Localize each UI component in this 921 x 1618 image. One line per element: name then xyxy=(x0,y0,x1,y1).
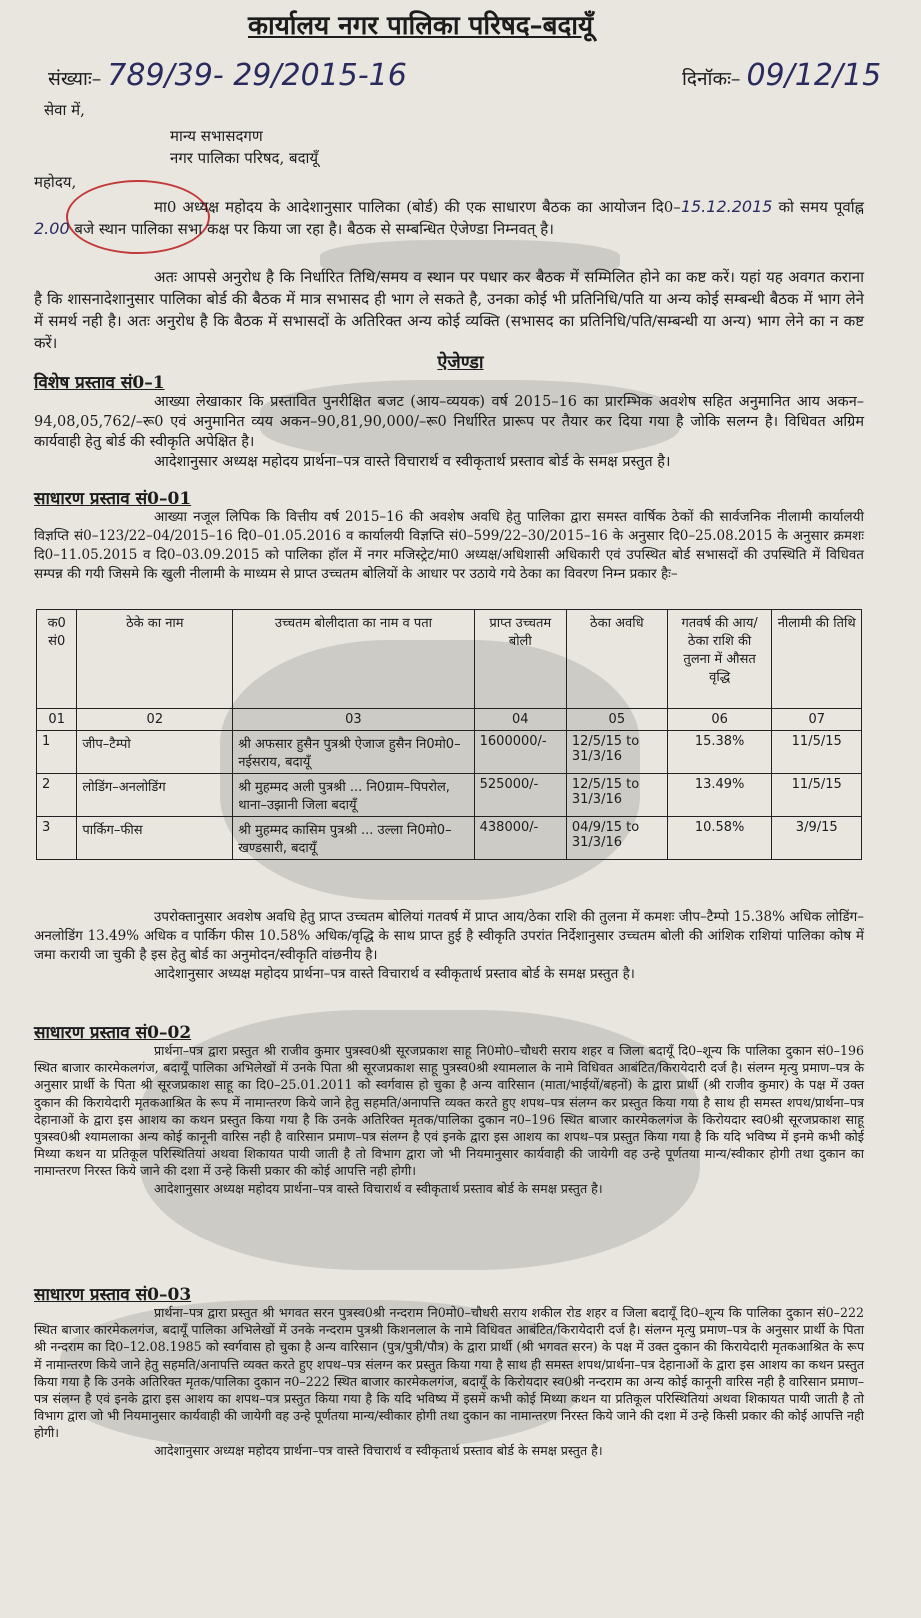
general-proposal-1-conclusion: उपरोक्तानुसार अवशेष अवधि हेतु प्राप्त उच्चतम बोलियां गतवर्ष में प्राप्त आय/ठेका राशि की तुलना में कमशः जीप–टैम्पो 15.38% अधिक लोडिंग–अनलोडिंग 13.49% अधिक व पार्किग फीस 10.58% अधिक/वृद्धि के साथ प्राप्त हुई है स्वीकृति उपरांत निर्देशानुसार उच्चतम बोली की आंशिक राशियां पालिका कोष में जमा करायी जा चुकी है इस हेतु बोर्ड का अनुमोदन/स्वीकृति वांछनीय है। आदेशानुसार अध्यक्ष महोदय प्रार्थना–पत्र वास्ते विचारार्थ व स्वीकृतार्थ प्रस्ताव बोर्ड के समक्ष प्रस्तुत है। xyxy=(34,909,864,982)
intro-paragraph-2: अतः आपसे अनुरोध है कि निर्धारित तिथि/समय व स्थान पर पधार कर बैठक में सम्मिलित होने का कष्ट करें। यहां यह अवगत कराना है कि शासनादेशानुसार पालिका बोर्ड की बैठक में मात्र सभासद ही भाग ले सकते है, उनका कोई भी प्रतिनिधि/पति या अन्य कोई सम्बन्धी बैठक में भाग लेने में समर्थ नही है। अतः अनुरोध है कि बैठक में सभासदों के अतिरिक्त अन्य कोई व्यक्ति (सभासद का प्रतिनिधि/पति/सम्बन्धी या अन्य) भाग लेने का न कष्ट करें। xyxy=(34,268,864,352)
col-header-auction-date: नीलामी की तिथि xyxy=(772,610,862,709)
special-proposal-1-heading: विशेष प्रस्ताव सं0–1 xyxy=(34,373,165,393)
col-header-bid: प्राप्त उच्चतम बोली xyxy=(474,610,566,709)
letter-date xyxy=(682,58,881,93)
col-header-period: ठेका अवधि xyxy=(566,610,667,709)
table-header-row xyxy=(37,610,862,709)
reference-number xyxy=(48,58,407,93)
col-header-bidder: उच्चतम बोलीदाता का नाम व पता xyxy=(233,610,474,709)
ref-label: संख्याः– xyxy=(48,68,102,90)
col-header-contract: ठेके का नाम xyxy=(77,610,233,709)
special-proposal-1-text: आख्या लेखाकार कि प्रस्तावित पुनरीक्षित बजट (आय–व्ययक) वर्ष 2015–16 का प्रारम्भिक अवशेष सहित अनुमानित आय अकन–94,08,05,762/–रू0 एवं अनुमानित व्यय अकन–90,81,90,000/–रू0 निर्धारित प्रारूप पर तैयार कर दिया गया है जोकि सलग्न है। विधिवत अग्रिम कार्यवाही हेतु बोर्ड की स्वीकृति अपेक्षित है। आदेशानुसार अध्यक्ष महोदय प्रार्थना–पत्र वास्ते विचारार्थ व स्वीकृतार्थ प्रस्ताव बोर्ड के समक्ष प्रस्तुत है। xyxy=(34,394,864,470)
addressee-line1: मान्य सभासदगण xyxy=(170,127,263,145)
general-proposal-3-text: प्रार्थना–पत्र द्वारा प्रस्तुत श्री भगवत सरन पुत्रस्व0श्री नन्दराम नि0मो0–चौधरी सराय शकील रोड शहर व जिला बदायूँ दि0–शून्य कि पालिका दुकान सं0–222 स्थित बाजार कारमेकलगंज, बदायूँ पालिका अभिलेखों में उनके नन्दराम पुत्रश्री किशनलाल के नामे विधिवत आबंटित/किरायेदारी दर्ज है। संलग्न मृत्यु प्रमाण–पत्र के अनुसार प्रार्थी के पिता श्री नन्दराम का दि0–12.08.1985 को स्वर्गवास हो चुका है अन्य वारिसान (पुत्र/पुत्री/पौत्र) के द्वारा प्रार्थी (श्री भगवत सरन) के पक्ष में उक्त दुकान की किरायेदारी मृतकआश्रित के रूप में नामान्तरण किये जाने हेतु सहमति/अनापत्ति व्यक्त करते हुए शपथ–पत्र संलग्न कर प्रस्तुत किया गया है साथ ही समस्त शपथ/प्रार्थना–पत्र देहानाओं के द्वारा इस आशय का कथन प्रस्तुत किया गया है कि उनके अतिरिक्त मृतक/पालिका दुकान न0–222 स्थित बाजार कारमेकलगंज, बदायूँ के किरोयदार स्व0श्री नन्दराम का अन्य कोई कानूनी वारिस नही है वारिसान प्रमाण–पत्र संलग्न है एवं इनके द्वारा इस आशय का शपथ–पत्र प्रस्तुत किया गया है कि यदि भविष्य में इसमें कभी कोई मिथ्या कथन या प्रतिकूल परिस्थितियां अथवा शिकायत पायी जाती है तो विभाग द्वारा जो भी नियमानुसार कार्यवाही की जायेगी वह उन्हे पूर्णतया मान्य/स्वीकार होगी तथा दुकान का नामान्तरण निरस्त किये जाने की दशा में उन्हे किसी प्रकार की कोई आपत्ति नही होगी। आदेशानुसार अध्यक्ष महोदय प्रार्थना–पत्र वास्ते विचारार्थ व स्वीकृतार्थ प्रस्ताव बोर्ड के समक्ष प्रस्तुत है। xyxy=(34,1305,864,1458)
date-label: दिनॉकः– xyxy=(682,68,741,90)
ref-handwritten: 789/39- 29/2015-16 xyxy=(107,58,407,93)
table-row: 1 जीप–टैम्पो श्री अफसार हुसैन पुत्रश्री ऐजाज हुसैन नि0मो0–नईसराय, बदायूँ 1600000/- 12/5/15 to 31/3/16 15.38% 11/5/15 xyxy=(37,731,862,774)
general-proposal-1-heading: साधारण प्रस्ताव सं0–01 xyxy=(34,489,192,509)
table-row: 3 पार्किग–फीस श्री मुहम्मद कासिम पुत्रश्री ... उल्ला नि0मो0–खण्डसारी, बदायूँ 438000/- 04/9/15 to 31/3/16 10.58% 3/9/15 xyxy=(37,817,862,860)
intro-paragraph-1: मा0 अध्यक्ष महोदय के आदेशानुसार पालिका (बोर्ड) की एक साधारण बैठक का आयोजन दि0–15.12.2015 को समय पूर्वाह्न 2.00 बजे स्थान पालिका सभा कक्ष पर किया जा रहा है। बैठक से सम्बन्धित ऐजेण्डा निम्नवत् है। xyxy=(34,197,864,238)
col-header-serial: क0 सं0 xyxy=(37,610,77,709)
addressee-line2: नगर पालिका परिषद, बदायूँ xyxy=(170,149,319,167)
meeting-date-handwritten: 15.12.2015 xyxy=(680,197,773,216)
general-proposal-2-heading: साधारण प्रस्ताव सं0–02 xyxy=(34,1023,192,1043)
general-proposal-2-text: प्रार्थना–पत्र द्वारा प्रस्तुत श्री राजीव कुमार पुत्रस्व0श्री सूरजप्रकाश साहू नि0मो0–चौधरी सराय शहर व जिला बदायूँ दि0–शून्य कि पालिका दुकान सं0–196 स्थित बाजार कारमेकलगंज, बदायूँ पालिका अभिलेखों में उनके पिता श्री सूरजप्रकाश साहू पुत्रस्व0श्री श्यामलाल के नामे विधिवत आबंटित/किरायेदारी दर्ज है। संलग्न मृत्यु प्रमाण–पत्र के अनुसार प्रार्थी के पिता श्री सूरजप्रकाश साहू का दि0–25.01.2011 को स्वर्गवास हो चुका है अन्य वारिसान (माता/भाईयों/बहनों) के द्वारा प्रार्थी (श्री राजीव कुमार) के पक्ष में उक्त दुकान की किरायेदारी मृतकआश्रित के रूप में नामान्तरण किये जाने हेतु सहमति/अनापत्ति व्यक्त करते हुए शपथ–पत्र संलग्न कर प्रस्तुत किया गया है साथ ही समस्त शपथ/प्रार्थना–पत्र देहानाओं के द्वारा इस आशय का कथन प्रस्तुत किया गया है कि उनके अतिरिक्त मृतक/पालिका दुकान न0–196 स्थित बाजार कारमेकलगंज के किरोयदार स्व0श्री सूरजप्रकाश साहू पुत्रस्व0श्री श्यामलाका अन्य कोई कानूनी वारिस नही है वारिसान प्रमाण–पत्र संलग्न है एवं इनके द्वारा इस आशय का शपथ–पत्र प्रस्तुत किया गया है कि यदि भविष्य में इनमे कभी कोई मिथ्या कथन या प्रतिकूल परिस्थितियां अथवा शिकायत पायी जाती है तो विभाग द्वारा जो भी नियमानुसार कार्यवाही की जायेगी वह उन्हे पूर्णतया मान्य/स्वीकार होगी तथा दुकान का नामान्तरण निरस्त किये जाने की दशा में उन्हे किसी प्रकार की कोई आपत्ति नही होगी। आदेशानुसार अध्यक्ष महोदय प्रार्थना–पत्र वास्ते विचारार्थ व स्वीकृतार्थ प्रस्ताव बोर्ड के समक्ष प्रस्तुत है। xyxy=(34,1043,864,1196)
contract-table xyxy=(36,609,862,860)
agenda-heading: ऐजेण्डा xyxy=(437,352,484,373)
date-handwritten: 09/12/15 xyxy=(746,58,882,93)
general-proposal-1-text: आख्या नजूल लिपिक कि वित्तीय वर्ष 2015–16 की अवशेष अवधि हेतु पालिका द्वारा समस्त वार्षिक ठेकों की सार्वजनिक नीलामी कार्यालयी विज्ञप्ति सं0–123/22–04/2015–16 दि0–01.05.2016 व कार्यालयी विज्ञप्ति सं0–599/22–30/2015–16 के अनुसार दि0–25.08.2015 के अनुसार क्रमशः दि0–11.05.2015 व दि0–03.09.2015 को पालिका हॉल में नगर मजिस्ट्रेट/मा0 अध्यक्ष/अधिशासी अधिकारी एवं उपस्थित बोर्ड सभासदों की उपस्थिति में विधिवत सम्पन्न की गयी जिसमे कि खुली नीलामी के माध्यम से प्राप्त उच्चतम बोलियों के आधार पर उठाये गये ठेका का विवरण निम्न प्रकार हैः– xyxy=(34,509,864,582)
office-title: कार्यालय नगर पालिका परिषद–बदायूँ xyxy=(248,11,594,41)
col-header-growth: गतवर्ष की आय/ठेका राशि की तुलना में औसत वृद्धि xyxy=(667,610,772,709)
table-row: 2 लोडिंग–अनलोडिंग श्री मुहम्मद अली पुत्रश्री ... नि0ग्राम–पिपरोल, थाना–उझानी जिला बदायूँ 525000/- 12/5/15 to 31/3/16 13.49% 11/5/15 xyxy=(37,774,862,817)
general-proposal-3-heading: साधारण प्रस्ताव सं0–03 xyxy=(34,1285,192,1305)
meeting-time-handwritten: 2.00 xyxy=(34,219,70,238)
greeting: महोदय, xyxy=(34,173,77,191)
salutation: सेवा में, xyxy=(44,101,85,119)
column-number-row: 01 02 03 04 05 06 07 xyxy=(37,709,862,731)
